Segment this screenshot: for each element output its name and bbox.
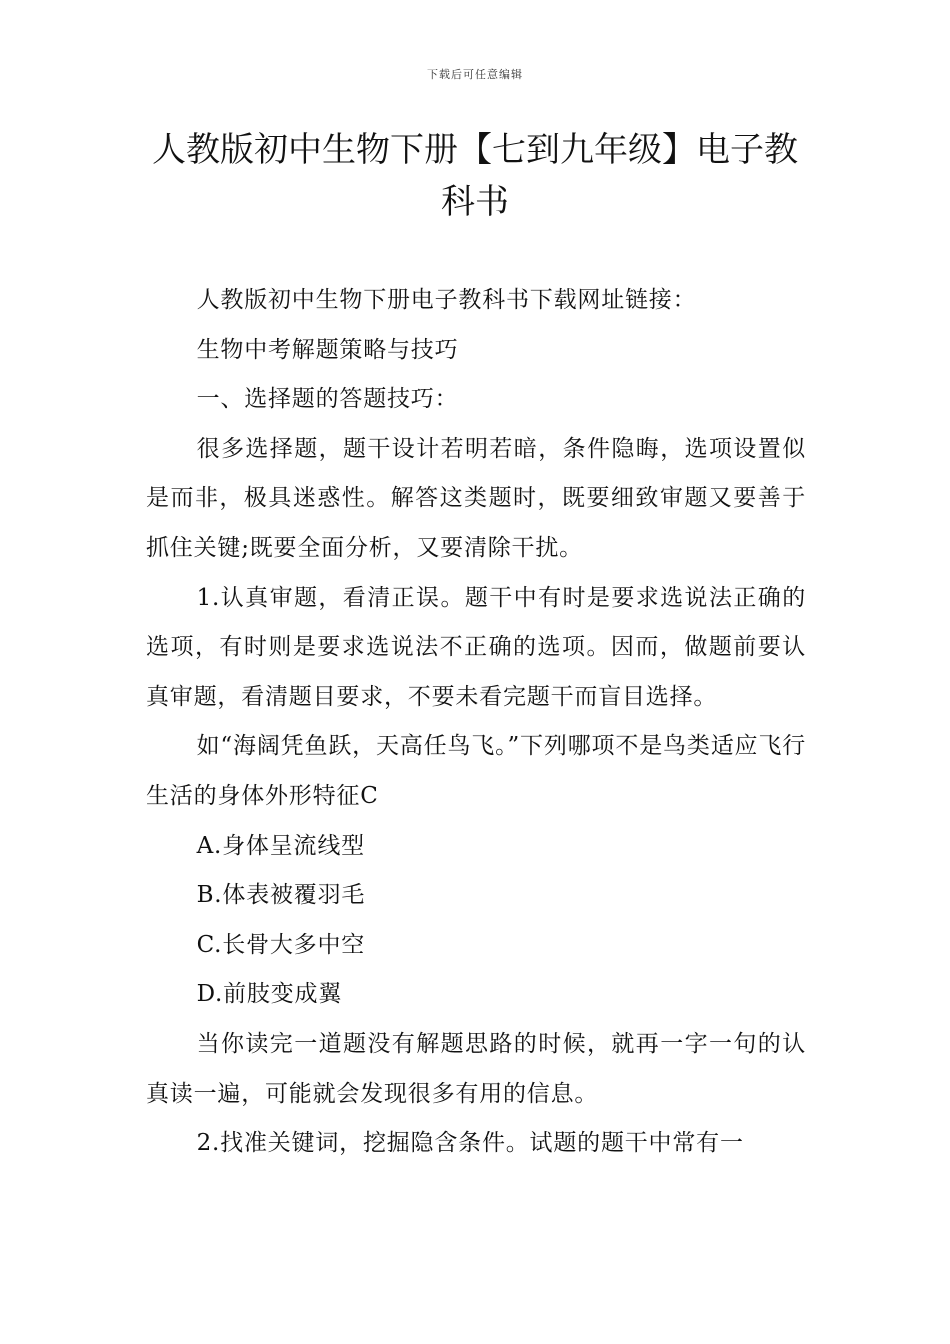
document-title: 人教版初中生物下册【七到九年级】电子教科书: [152, 130, 798, 222]
paragraph-intro: 很多选择题，题干设计若明若暗，条件隐晦，选项设置似是而非，极具迷惑性。解答这类题时，既要细致审题又要善于抓住关键;既要全面分析，又要清除干扰。: [146, 435, 806, 561]
paragraph-advice: 当你读完一道题没有解题思路的时候，就再一字一句的认真读一遍，可能就会发现很多有用的信息。: [146, 1030, 806, 1107]
option-d: D.前肢变成翼: [196, 981, 343, 1008]
paragraph-tip-2: 2.找准关键词，挖掘隐含条件。试题的题干中常有一: [196, 1130, 744, 1157]
paragraph-strategy-heading: 生物中考解题策略与技巧: [196, 336, 459, 363]
option-a: A.身体呈流线型: [196, 832, 365, 859]
option-c: C.长骨大多中空: [196, 931, 366, 958]
header-note: 下载后可任意编辑: [427, 68, 523, 81]
paragraph-download-link: 人教版初中生物下册电子教科书下载网址链接：: [196, 287, 697, 313]
paragraph-section-heading: 一、选择题的答题技巧：: [196, 386, 459, 413]
document-body: [146, 276, 806, 1169]
paragraph-example-question: 如“海阔凭鱼跃，天高任鸟飞。”下列哪项不是鸟类适应飞行生活的身体外形特征C: [146, 733, 806, 809]
paragraph-tip-1: 1.认真审题，看清正误。题干中有时是要求选说法正确的选项，有时则是要求选说法不正确的选项。因而，做题前要认真审题，看清题目要求，不要未看完题干而盲目选择。: [146, 584, 806, 710]
option-b: B.体表被覆羽毛: [196, 882, 366, 909]
